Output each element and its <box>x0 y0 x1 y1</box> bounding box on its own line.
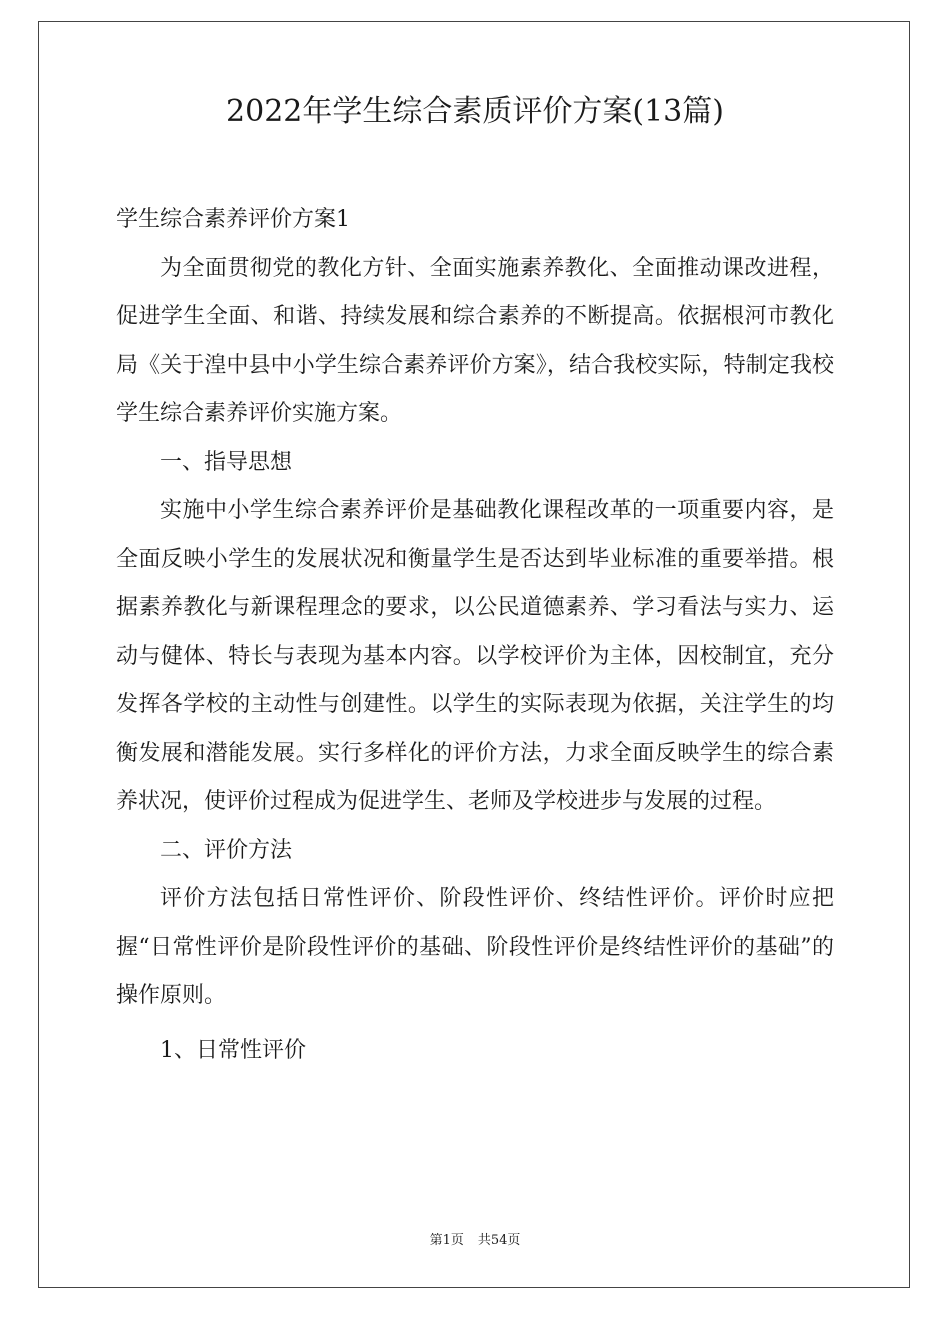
section-heading: 学生综合素养评价方案1 <box>116 207 350 232</box>
subsection-heading: 1、日常性评价 <box>160 1037 306 1063</box>
page-number: 第1页 <box>429 1233 464 1248</box>
document-body <box>116 196 834 1075</box>
paragraph: 评价方法包括日常性评价、阶段性评价、终结性评价。评价时应把握“日常性评价是阶段性评价的基础、阶段性评价是终结性评价的基础”的操作原则。 <box>116 886 834 1008</box>
page-total: 共54页 <box>477 1233 521 1248</box>
section-heading: 一、指导思想 <box>160 449 293 475</box>
document-title: 2022年学生综合素质评价方案(13篇) <box>226 94 724 129</box>
section-heading: 二、评价方法 <box>160 837 293 863</box>
page-footer <box>0 1232 950 1250</box>
paragraph: 实施中小学生综合素养评价是基础教化课程改革的一项重要内容，是全面反映小学生的发展状况和衡量学生是否达到毕业标准的重要举措。根据素养教化与新课程理念的要求，以公民道德素养、学习看法与实力、运动与健体、特长与表现为基本内容。以学校评价为主体，因校制宜，充分发挥各学校的主动性与创建性。以学生的实际表现为依据，关注学生的均衡发展和潜能发展。实行多样化的评价方法，力求全面反映学生的综合素养状况，使评价过程成为促进学生、老师及学校进步与发展的过程。 <box>116 498 834 814</box>
paragraph: 为全面贯彻党的教化方针、全面实施素养教化、全面推动课改进程，促进学生全面、和谐、持续发展和综合素养的不断提高。依据根河市教化局《关于湟中县中小学生综合素养评价方案》，结合我校实际，特制定我校学生综合素养评价实施方案。 <box>116 255 834 426</box>
